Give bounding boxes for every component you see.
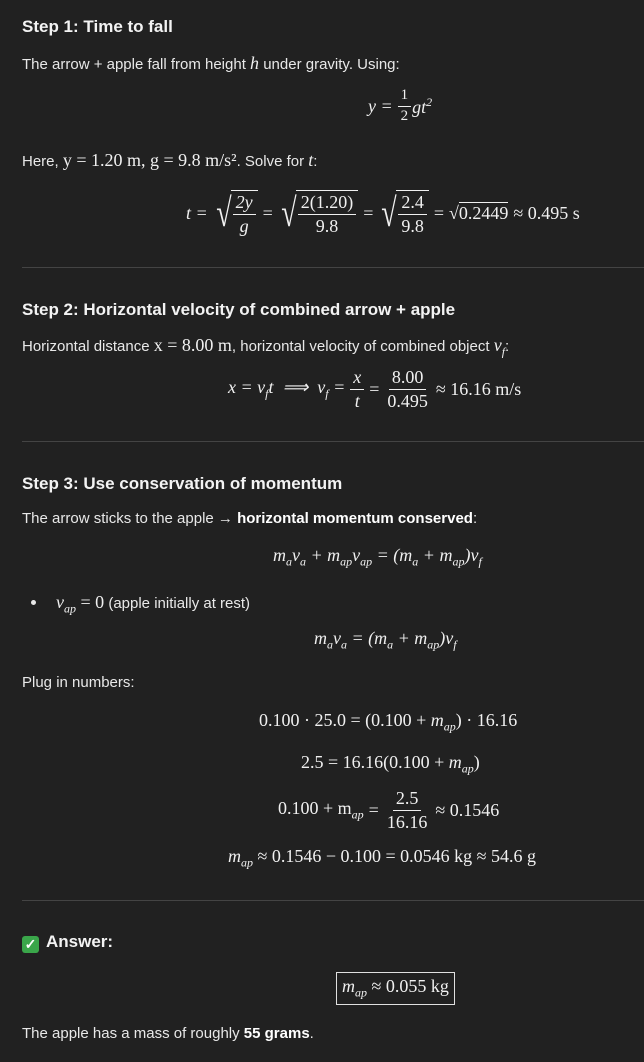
equals: = (262, 202, 273, 223)
eq-result: ≈ 0.1546 (435, 799, 500, 820)
subscript: ap (241, 855, 253, 870)
numerator: x (350, 368, 364, 390)
equation-solve (278, 789, 499, 832)
denominator: 9.8 (315, 216, 339, 236)
denominator: 0.495 (387, 390, 428, 411)
math-var: v (493, 335, 502, 355)
text: , horizontal velocity of combined object (231, 338, 494, 355)
numerator: 2y (233, 193, 256, 215)
divider (22, 267, 644, 268)
math-given: y = 1.20 m, g = 9.8 m/s² (62, 150, 237, 170)
eq-part: t ⟹ v (268, 377, 326, 398)
math-var: v (56, 592, 64, 612)
divider (22, 900, 644, 901)
subscript: ap (64, 601, 76, 616)
text: Here, (22, 153, 63, 170)
bold-text: horizontal momentum conserved (237, 510, 473, 527)
denominator: 2 (400, 107, 409, 124)
fraction (398, 88, 412, 125)
answer-heading (22, 932, 113, 953)
math-var: m (228, 846, 241, 866)
equation-plug: $0.100 \cdot 25.0 = (0.100 + m_{ap}) \cdot 16.16$ (259, 710, 518, 734)
equals: = (433, 202, 444, 223)
equation-momentum-simplified: $m_av_a = (m_a + m_{ap})v_f$ (314, 628, 457, 652)
eq-rhs: gt (412, 96, 427, 117)
boxed-answer (336, 972, 455, 1005)
subscript: ap (351, 807, 364, 822)
text: The arrow + apple fall from height (22, 56, 251, 73)
list-item (31, 592, 250, 617)
eq-rest: ≈ 0.1546 − 0.100 = 0.0546 kg ≈ 54.6 g (257, 846, 537, 866)
sqrt: √ $\frac{2y}{g}$ (213, 190, 258, 236)
text: The apple has a mass of roughly (22, 1025, 244, 1042)
equals: = (369, 378, 380, 399)
eq-rest: ≈ 0.055 kg (371, 976, 449, 996)
math-var: m (342, 976, 355, 996)
text: The arrow sticks to the apple → (22, 510, 238, 527)
math-part: = 0 (76, 592, 105, 612)
eq-lhs: 0.100 + m (278, 798, 352, 819)
numerator: 2.5 (393, 789, 422, 811)
eq-lhs: y = (368, 95, 393, 116)
answer-label: Answer: (46, 932, 114, 951)
exponent: 2 (426, 94, 433, 109)
step1-given (22, 150, 317, 171)
text: : (313, 153, 318, 170)
denominator: 9.8 (401, 216, 424, 236)
equation-mass (228, 846, 536, 871)
denominator: g (239, 216, 249, 236)
eq-part: x = v (228, 377, 266, 398)
subscript: ap (355, 985, 367, 1000)
text: under gravity. Using: (259, 56, 400, 73)
numerator: 1 (398, 88, 412, 107)
numerator: 2(1.20) (298, 193, 357, 215)
denominator: 16.16 (386, 811, 428, 832)
numerator: 8.00 (389, 368, 427, 390)
step3-heading: Step 3: Use conservation of momentum (22, 474, 343, 493)
equals: = (368, 799, 379, 820)
step1-heading: Step 1: Time to fall (22, 17, 173, 36)
eq-result: ≈ 16.16 m/s (435, 378, 522, 399)
text: : (505, 338, 510, 355)
text: (apple initially at rest) (104, 595, 251, 612)
equals: = (363, 202, 374, 223)
step2-heading: Step 2: Horizontal velocity of combined arrow + apple (22, 300, 456, 319)
math-var: t (308, 150, 314, 170)
radicand: 0.2449 (458, 202, 509, 223)
sqrt: √ $\frac{2.4}{9.8}$ (378, 190, 428, 236)
equation-fall (368, 88, 432, 125)
check-mark-button-icon: ✓ (22, 936, 39, 953)
equation-time: t = √ $\frac{2y}{g}$ = √ $\frac{2(1.20)}{9.8}$ = √ $\frac{2.4}{9.8}$ = √0.2449 ≈ 0.495 s (186, 190, 580, 236)
subscript: f (501, 344, 506, 359)
equation-simplify: $2.5 = 16.16(0.100 + m_{ap})$ (301, 752, 480, 776)
denominator: t (354, 390, 360, 411)
numerator: 2.4 (398, 193, 427, 215)
step1-intro (22, 53, 400, 74)
equation-velocity (228, 368, 521, 411)
text: . Solve for (236, 153, 309, 170)
sqrt: √ $\frac{2(1.20)}{9.8}$ (278, 190, 358, 236)
answer-summary (22, 1025, 314, 1042)
subscript: f (265, 386, 269, 401)
divider (22, 441, 644, 442)
eq-lhs: t = (186, 202, 208, 223)
step2-intro (22, 335, 509, 360)
equation-momentum: $m_av_a + m_{ap}v_{ap} = (m_a + m_{ap})v_f$ (273, 545, 482, 569)
bullet (31, 600, 36, 605)
eq-part: = (328, 377, 346, 398)
eq-result: ≈ 0.495 s (513, 202, 580, 223)
text: Horizontal distance (22, 338, 154, 355)
plug-label: Plug in numbers: (22, 674, 135, 691)
math-given: x = 8.00 m (153, 335, 232, 355)
math-var: h (250, 53, 260, 73)
text: : (472, 510, 478, 527)
text: . (309, 1025, 314, 1042)
bold-text: 55 grams (243, 1025, 310, 1042)
subscript: f (325, 386, 329, 401)
step3-intro (22, 510, 477, 527)
